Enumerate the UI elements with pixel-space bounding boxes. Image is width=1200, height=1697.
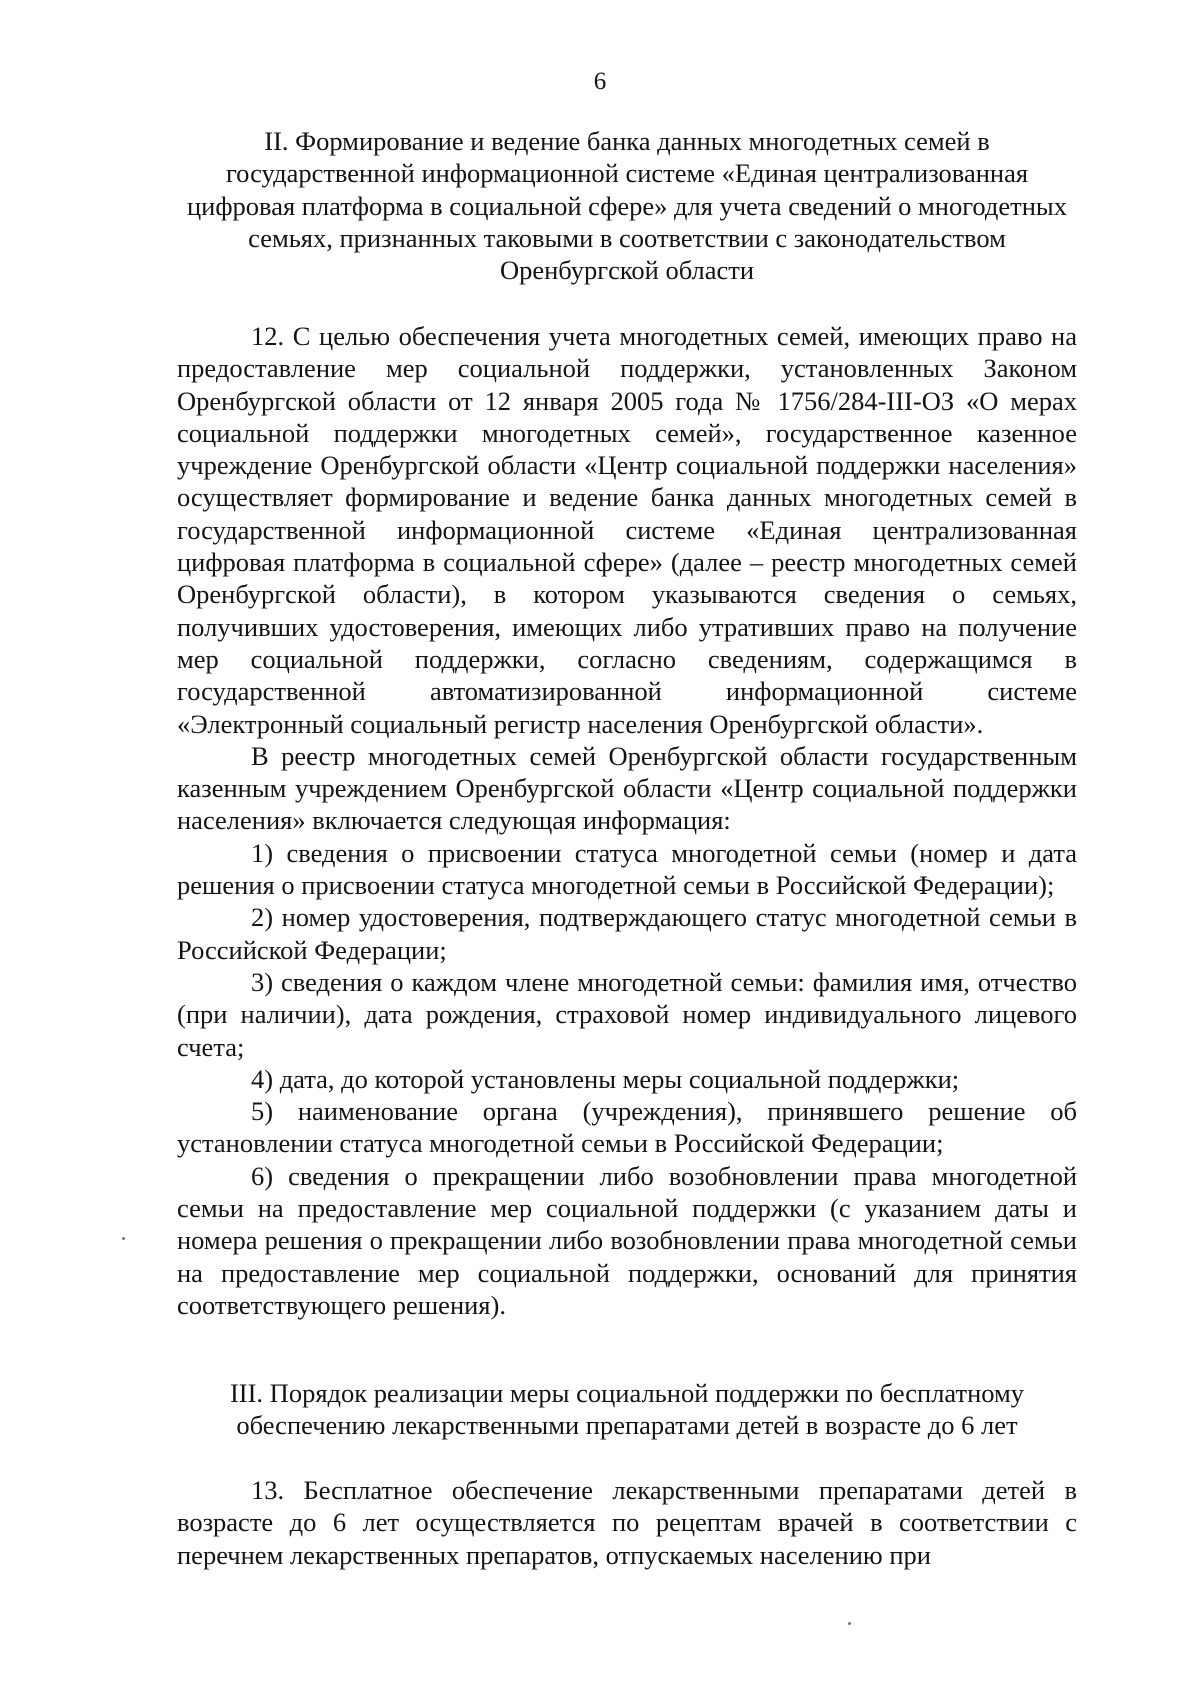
list-item-6: 6) сведения о прекращении либо возобновлении права многодетной семьи на предоставление мер социальной поддержки (с указанием даты и номера решения о прекращении либо возобновлении права многодетной семьи на предоставление мер социальной поддержки, оснований для принятия соответствующего решения). — [177, 1160, 1077, 1320]
paragraph-12: 12. С целью обеспечения учета многодетных семей, имеющих право на предоставление мер социальной поддержки, установленных Законом Оренбургской области от 12 января 2005 года № 1756/284-III-ОЗ «О мерах социальной поддержки многодетных семей», государственное казенное учреждение Оренбургской области «Центр социальной поддержки населения» осуществляет формирование и ведение банка данных многодетных семей в государственной информационной системе «Единая централизованная цифровая платформа в социальной сфере» (далее – реестр многодетных семей Оренбургской области), в котором указываются сведения о семьях, получивших удостоверения, имеющих либо утративших право на получение мер социальной поддержки, согласно сведениям, содержащимся в государственной автоматизированной информационной системе «Электронный социальный регистр населения Оренбургской области». — [177, 321, 1077, 739]
list-item-1: 1) сведения о присвоении статуса многодетной семьи (номер и дата решения о присвоении статуса многодетной семьи в Российской Федерации); — [177, 837, 1077, 901]
scan-artifact — [848, 1622, 851, 1625]
section-2-heading-line: государственной информационной системе «Единая централизованная — [225, 158, 1029, 189]
section-2-body — [177, 320, 1077, 1321]
section-2-heading-line: цифровая платформа в социальной сфере» для учета сведений о многодетных — [187, 190, 1067, 221]
section-2-heading-line: семьях, признанных таковыми в соответствии с законодательством — [248, 222, 1006, 253]
list-item-2: 2) номер удостоверения, подтверждающего статус многодетной семьи в Российской Федерации; — [177, 902, 1077, 965]
registry-intro-paragraph: В реестр многодетных семей Оренбургской области государственным казенным учреждением Оренбургской области «Центр социальной поддержки населения» включается следующая информация: — [177, 740, 1077, 836]
section-2-heading-line: II. Формирование и ведение банка данных многодетных семей в — [264, 126, 990, 156]
section-3-heading — [177, 1377, 1077, 1442]
page-number: 6 — [593, 68, 607, 95]
section-2-heading — [177, 125, 1077, 286]
list-item-4: 4) дата, до которой установлены меры социальной поддержки; — [251, 1063, 960, 1094]
section-3-heading-line: обеспечению лекарственными препаратами детей в возрасте до 6 лет — [236, 1410, 1018, 1441]
section-2-heading-line: Оренбургской области — [499, 255, 755, 286]
section-3-heading-line: III. Порядок реализации меры социальной поддержки по бесплатному — [229, 1378, 1025, 1408]
scan-artifact — [122, 1237, 125, 1240]
section-3-body — [177, 1474, 1077, 1571]
paragraph-13: 13. Бесплатное обеспечение лекарственными препаратами детей в возрасте до 6 лет осуществляется по рецептам врачей в соответствии с перечнем лекарственных препаратов, отпускаемых населению при — [177, 1475, 1077, 1570]
list-item-5: 5) наименование органа (учреждения), принявшего решение об установлении статуса многодетной семьи в Российской Федерации; — [177, 1096, 1077, 1159]
list-item-3: 3) сведения о каждом члене многодетной семьи: фамилия имя, отчество (при наличии), дата рождения, страховой номер индивидуального лицевого счета; — [177, 966, 1077, 1062]
